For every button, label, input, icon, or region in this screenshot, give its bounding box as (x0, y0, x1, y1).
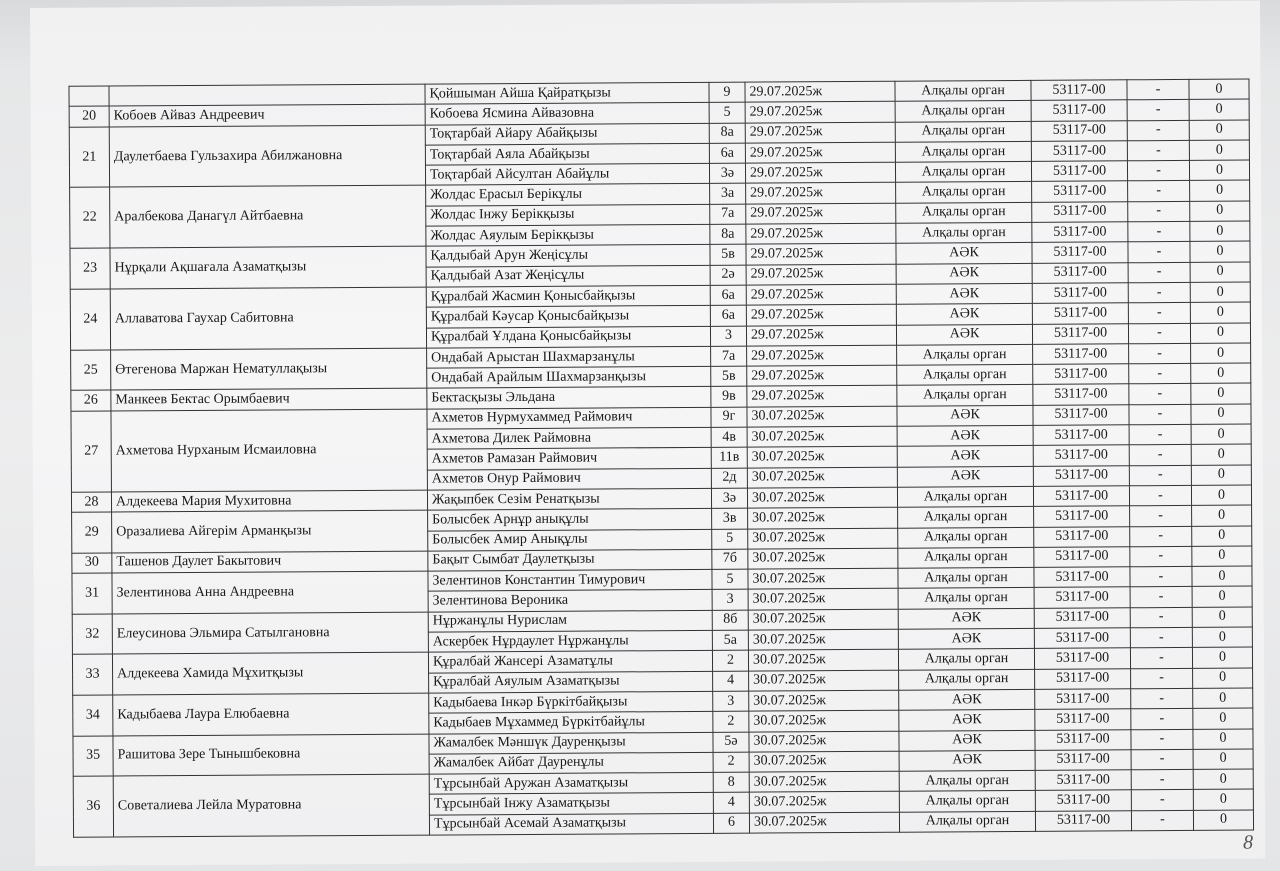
date-cell: 30.07.2025ж (748, 528, 898, 549)
organization-cell: Алқалы орган (899, 669, 1035, 690)
grade-cell: 2 (713, 752, 749, 773)
organization-cell: АӘК (897, 425, 1033, 446)
code-cell: 53117-00 (1034, 567, 1130, 588)
code-cell: 53117-00 (1033, 425, 1129, 446)
organization-cell: АӘК (899, 689, 1035, 710)
dash-cell: - (1130, 506, 1192, 527)
grade-cell: 3 (712, 590, 748, 611)
date-cell: 30.07.2025ж (747, 406, 897, 427)
code-cell: 53117-00 (1033, 384, 1129, 405)
code-cell: 53117-00 (1035, 709, 1131, 730)
dash-cell: - (1129, 424, 1191, 445)
date-cell: 29.07.2025ж (746, 325, 896, 346)
parent-name-cell: Алдекеева Мария Мухитовна (111, 490, 427, 512)
date-cell: 30.07.2025ж (748, 650, 898, 671)
date-cell: 29.07.2025ж (746, 203, 896, 224)
child-name-cell: Тұрсынбай Аружан Азаматқызы (429, 772, 713, 794)
code-cell: 53117-00 (1032, 323, 1128, 344)
grade-cell: 5 (712, 529, 748, 550)
grade-cell: 3а (710, 184, 746, 205)
grade-cell: 11в (711, 447, 747, 468)
value-cell: 0 (1190, 262, 1250, 283)
grade-cell: 2д (711, 468, 747, 489)
organization-cell: Алқалы орган (898, 649, 1034, 670)
date-cell: 30.07.2025ж (749, 792, 899, 813)
parent-name-cell: Аллаватова Гаухар Сабитовна (110, 287, 426, 350)
organization-cell: Алқалы орган (895, 101, 1031, 122)
dash-cell: - (1127, 140, 1189, 161)
dash-cell: - (1131, 729, 1193, 750)
dash-cell: - (1127, 161, 1189, 182)
page-number: 8 (1243, 831, 1254, 854)
dash-cell: - (1131, 790, 1193, 811)
child-name-cell: Кобоева Ясмина Айвазовна (425, 103, 709, 125)
row-number-cell: 23 (70, 248, 110, 289)
organization-cell: Алқалы орган (895, 121, 1031, 142)
dash-cell: - (1127, 120, 1189, 141)
dash-cell: - (1127, 79, 1189, 100)
row-number-cell: 27 (71, 411, 111, 492)
organization-cell: АӘК (899, 750, 1035, 771)
date-cell: 30.07.2025ж (747, 426, 897, 447)
organization-cell: Алқалы орган (896, 202, 1032, 223)
code-cell: 53117-00 (1034, 547, 1130, 568)
date-cell: 30.07.2025ж (749, 670, 899, 691)
dash-cell: - (1130, 648, 1192, 669)
date-cell: 30.07.2025ж (749, 771, 899, 792)
date-cell: 30.07.2025ж (749, 731, 899, 752)
dash-cell: - (1128, 181, 1190, 202)
child-name-cell: Жамалбек Мәншүк Дауренқызы (429, 732, 713, 754)
parent-name-cell: Советалиева Лейла Муратовна (113, 774, 429, 837)
parent-name-cell: Елеусинова Эльмира Сатылгановна (112, 612, 428, 655)
date-cell: 29.07.2025ж (747, 365, 897, 386)
value-cell: 0 (1191, 465, 1251, 486)
code-cell: 53117-00 (1035, 770, 1131, 791)
row-number-cell (69, 86, 109, 107)
child-name-cell: Тоқтарбай Айару Абайқызы (425, 123, 709, 145)
dash-cell: - (1128, 323, 1190, 344)
value-cell: 0 (1193, 749, 1253, 770)
child-name-cell: Жолдас Інжу Берікқызы (426, 204, 710, 226)
grade-cell: 2 (712, 650, 748, 671)
code-cell: 53117-00 (1032, 181, 1128, 202)
organization-cell: АӘК (897, 446, 1033, 467)
value-cell: 0 (1191, 404, 1251, 425)
code-cell: 53117-00 (1035, 790, 1131, 811)
dash-cell: - (1127, 100, 1189, 121)
parent-name-cell: Кадыбаева Лаура Елюбаевна (113, 693, 429, 736)
parent-name-cell: Ахметова Нурханым Исмаиловна (111, 409, 427, 492)
row-number-cell: 33 (72, 654, 112, 695)
child-name-cell: Тұрсынбай Інжу Азаматқызы (429, 793, 713, 815)
dash-cell: - (1129, 384, 1191, 405)
dash-cell: - (1128, 303, 1190, 324)
row-number-cell: 34 (73, 695, 113, 736)
code-cell: 53117-00 (1034, 628, 1130, 649)
code-cell: 53117-00 (1033, 465, 1129, 486)
date-cell: 30.07.2025ж (747, 487, 897, 508)
grade-cell: 8 (713, 772, 749, 793)
registry-table (68, 79, 1254, 838)
parent-name-cell: Манкеев Бектас Орымбаевич (111, 389, 427, 411)
grade-cell: 6а (709, 143, 745, 164)
value-cell: 0 (1193, 668, 1253, 689)
grade-cell: 3 (713, 691, 749, 712)
organization-cell: Алқалы орган (898, 588, 1034, 609)
date-cell: 29.07.2025ж (746, 223, 896, 244)
value-cell: 0 (1192, 607, 1252, 628)
date-cell: 30.07.2025ж (749, 751, 899, 772)
code-cell: 53117-00 (1035, 750, 1131, 771)
child-name-cell: Зелентинов Константин Тимурович (428, 569, 712, 591)
value-cell: 0 (1193, 769, 1253, 790)
dash-cell: - (1131, 688, 1193, 709)
date-cell: 30.07.2025ж (748, 629, 898, 650)
parent-name-cell: Оразалиева Айгерім Арманқызы (112, 510, 428, 553)
child-name-cell: Ахметов Онур Раймович (427, 468, 711, 490)
row-number-cell: 21 (69, 127, 109, 188)
row-number-cell: 22 (70, 188, 110, 249)
parent-name-cell: Өтегенова Маржан Нематуллақызы (111, 348, 427, 391)
organization-cell: Алқалы орган (898, 547, 1034, 568)
grade-cell: 5а (712, 630, 748, 651)
dash-cell: - (1129, 445, 1191, 466)
value-cell: 0 (1190, 323, 1250, 344)
child-name-cell: Жолдас Ерасыл Берікұлы (426, 184, 710, 206)
date-cell: 29.07.2025ж (747, 386, 897, 407)
code-cell: 53117-00 (1033, 344, 1129, 365)
grade-cell: 2 (713, 711, 749, 732)
value-cell: 0 (1189, 99, 1249, 120)
document-page (30, 0, 1265, 865)
value-cell: 0 (1192, 627, 1252, 648)
value-cell: 0 (1192, 647, 1252, 668)
organization-cell: АӘК (899, 710, 1035, 731)
value-cell: 0 (1189, 120, 1249, 141)
child-name-cell: Қойшыман Айша Қайратқызы (425, 82, 709, 104)
code-cell: 53117-00 (1032, 242, 1128, 263)
value-cell: 0 (1191, 424, 1251, 445)
row-number-cell: 20 (69, 106, 109, 127)
value-cell: 0 (1191, 485, 1251, 506)
dash-cell: - (1131, 668, 1193, 689)
dash-cell: - (1130, 526, 1192, 547)
date-cell: 29.07.2025ж (745, 81, 895, 102)
dash-cell: - (1129, 364, 1191, 385)
dash-cell: - (1130, 627, 1192, 648)
child-name-cell: Ондабай Арайлым Шахмарзанқызы (427, 367, 711, 389)
child-name-cell: Кадыбаев Мұхаммед Бүркітбайұлы (429, 712, 713, 734)
date-cell: 29.07.2025ж (746, 264, 896, 285)
child-name-cell: Кадыбаева Інкәр Бүркітбайқызы (429, 691, 713, 713)
registry-table-body (69, 79, 1254, 837)
dash-cell: - (1131, 709, 1193, 730)
child-name-cell: Тұрсынбай Асемай Азаматқызы (429, 813, 713, 835)
child-name-cell: Жамалбек Айбат Дауренұлы (429, 752, 713, 774)
value-cell: 0 (1189, 160, 1249, 181)
grade-cell: 5в (710, 245, 746, 266)
value-cell: 0 (1192, 546, 1252, 567)
value-cell: 0 (1193, 688, 1253, 709)
dash-cell: - (1131, 770, 1193, 791)
organization-cell: Алқалы орган (895, 80, 1031, 101)
organization-cell: Алқалы орган (897, 486, 1033, 507)
parent-name-cell: Нұрқали Ақшағала Азаматқызы (110, 246, 426, 289)
code-cell: 53117-00 (1034, 506, 1130, 527)
date-cell: 30.07.2025ж (748, 568, 898, 589)
code-cell: 53117-00 (1032, 283, 1128, 304)
dash-cell: - (1129, 485, 1191, 506)
code-cell: 53117-00 (1032, 202, 1128, 223)
grade-cell: 5 (712, 569, 748, 590)
date-cell: 29.07.2025ж (745, 142, 895, 163)
date-cell: 30.07.2025ж (747, 467, 897, 488)
grade-cell: 6а (710, 305, 746, 326)
grade-cell: 2ә (710, 265, 746, 286)
dash-cell: - (1128, 262, 1190, 283)
row-number-cell: 36 (73, 776, 113, 837)
value-cell: 0 (1191, 363, 1251, 384)
grade-cell: 7а (711, 346, 747, 367)
code-cell: 53117-00 (1034, 587, 1130, 608)
child-name-cell: Құралбай Кәусар Қонысбайқызы (426, 306, 710, 328)
value-cell: 0 (1191, 384, 1251, 405)
code-cell: 53117-00 (1035, 729, 1131, 750)
grade-cell: 3ә (711, 488, 747, 509)
code-cell: 53117-00 (1034, 608, 1130, 629)
dash-cell: - (1130, 546, 1192, 567)
date-cell: 29.07.2025ж (746, 284, 896, 305)
dash-cell: - (1128, 201, 1190, 222)
date-cell: 30.07.2025ж (748, 507, 898, 528)
organization-cell: АӘК (896, 304, 1032, 325)
value-cell: 0 (1192, 566, 1252, 587)
value-cell: 0 (1191, 444, 1251, 465)
code-cell: 53117-00 (1033, 445, 1129, 466)
row-number-cell: 25 (71, 350, 111, 391)
grade-cell: 4 (713, 793, 749, 814)
row-number-cell: 35 (73, 736, 113, 777)
row-number-cell: 32 (72, 614, 112, 655)
child-name-cell: Ахметова Дилек Раймовна (427, 427, 711, 449)
child-name-cell: Нұржанұлы Нурислам (428, 610, 712, 632)
value-cell: 0 (1193, 810, 1253, 831)
dash-cell: - (1130, 567, 1192, 588)
code-cell: 53117-00 (1033, 486, 1129, 507)
value-cell: 0 (1189, 79, 1249, 100)
child-name-cell: Қалдыбай Арун Жеңісұлы (426, 245, 710, 267)
organization-cell: Алқалы орган (899, 770, 1035, 791)
value-cell: 0 (1193, 789, 1253, 810)
grade-cell: 3 (710, 326, 746, 347)
grade-cell: 7а (710, 204, 746, 225)
row-number-cell: 31 (72, 573, 112, 614)
organization-cell: АӘК (897, 466, 1033, 487)
row-number-cell: 30 (72, 553, 112, 574)
code-cell: 53117-00 (1034, 648, 1130, 669)
grade-cell: 4в (711, 427, 747, 448)
code-cell: 53117-00 (1034, 526, 1130, 547)
child-name-cell: Құралбай Жасмин Қонысбайқызы (426, 285, 710, 307)
date-cell: 29.07.2025ж (745, 162, 895, 183)
value-cell: 0 (1190, 221, 1250, 242)
date-cell: 30.07.2025ж (747, 447, 897, 468)
grade-cell: 3в (712, 508, 748, 529)
organization-cell: Алқалы орган (896, 222, 1032, 243)
code-cell: 53117-00 (1031, 161, 1127, 182)
child-name-cell: Тоқтарбай Аяла Абайқызы (425, 143, 709, 165)
grade-cell: 9г (711, 407, 747, 428)
organization-cell: АӘК (896, 283, 1032, 304)
child-name-cell: Жолдас Аяулым Берікқызы (426, 224, 710, 246)
child-name-cell: Қалдыбай Азат Жеңісұлы (426, 265, 710, 287)
child-name-cell: Құралбай Аяулым Азаматқызы (429, 671, 713, 693)
grade-cell: 9 (709, 82, 745, 103)
child-name-cell: Құралбай Ұлдана Қонысбайқызы (426, 326, 710, 348)
child-name-cell: Болысбек Амир Анықұлы (428, 529, 712, 551)
value-cell: 0 (1193, 729, 1253, 750)
organization-cell: Алқалы орган (898, 568, 1034, 589)
organization-cell: Алқалы орган (895, 162, 1031, 183)
organization-cell: Алқалы орган (896, 182, 1032, 203)
dash-cell: - (1130, 587, 1192, 608)
value-cell: 0 (1190, 201, 1250, 222)
date-cell: 30.07.2025ж (748, 548, 898, 569)
grade-cell: 6 (713, 813, 749, 834)
date-cell: 29.07.2025ж (745, 102, 895, 123)
organization-cell: АӘК (898, 628, 1034, 649)
code-cell: 53117-00 (1033, 364, 1129, 385)
parent-name-cell: Кобоев Айваз Андреевич (109, 104, 425, 126)
dash-cell: - (1128, 242, 1190, 263)
date-cell: 29.07.2025ж (746, 244, 896, 265)
value-cell: 0 (1190, 181, 1250, 202)
date-cell: 30.07.2025ж (748, 589, 898, 610)
parent-name-cell (109, 84, 425, 106)
dash-cell: - (1128, 282, 1190, 303)
code-cell: 53117-00 (1032, 222, 1128, 243)
grade-cell: 9в (711, 387, 747, 408)
child-name-cell: Аскербек Нұрдаулет Нұржанұлы (428, 630, 712, 652)
value-cell: 0 (1192, 526, 1252, 547)
grade-cell: 8а (710, 224, 746, 245)
child-name-cell: Құралбай Жансері Азаматұлы (428, 651, 712, 673)
value-cell: 0 (1189, 140, 1249, 161)
organization-cell: АӘК (897, 405, 1033, 426)
child-name-cell: Ондабай Арыстан Шахмарзанұлы (427, 346, 711, 368)
code-cell: 53117-00 (1031, 120, 1127, 141)
code-cell: 53117-00 (1032, 303, 1128, 324)
value-cell: 0 (1190, 282, 1250, 303)
value-cell: 0 (1191, 343, 1251, 364)
organization-cell: Алқалы орган (899, 811, 1035, 832)
value-cell: 0 (1190, 302, 1250, 323)
parent-name-cell: Даулетбаева Гульзахира Абилжановна (109, 125, 425, 188)
value-cell: 0 (1193, 708, 1253, 729)
grade-cell: 4 (713, 671, 749, 692)
row-number-cell: 29 (72, 512, 112, 553)
value-cell: 0 (1192, 586, 1252, 607)
code-cell: 53117-00 (1033, 405, 1129, 426)
row-number-cell: 26 (71, 390, 111, 411)
child-name-cell: Болысбек Арнұр анықұлы (428, 509, 712, 531)
child-name-cell: Ахметов Нурмухаммед Раймович (427, 407, 711, 429)
parent-name-cell: Аралбекова Данагүл Айтбаевна (110, 186, 426, 249)
code-cell: 53117-00 (1031, 80, 1127, 101)
organization-cell: Алқалы орган (897, 385, 1033, 406)
value-cell: 0 (1190, 241, 1250, 262)
organization-cell: Алқалы орган (897, 365, 1033, 386)
code-cell: 53117-00 (1031, 141, 1127, 162)
grade-cell: 8б (712, 610, 748, 631)
dash-cell: - (1131, 810, 1193, 831)
organization-cell: Алқалы орган (898, 527, 1034, 548)
date-cell: 30.07.2025ж (749, 690, 899, 711)
child-name-cell: Ахметов Рамазан Раймович (427, 448, 711, 470)
child-name-cell: Бектасқызы Эльдана (427, 387, 711, 409)
date-cell: 30.07.2025ж (748, 609, 898, 630)
date-cell: 29.07.2025ж (747, 345, 897, 366)
parent-name-cell: Алдекеева Хамида Мұхитқызы (112, 652, 428, 695)
value-cell: 0 (1192, 505, 1252, 526)
parent-name-cell: Зелентинова Анна Андреевна (112, 571, 428, 614)
grade-cell: 6а (710, 285, 746, 306)
child-name-cell: Бақыт Сымбат Даулетқызы (428, 549, 712, 571)
child-name-cell: Зелентинова Вероника (428, 590, 712, 612)
child-name-cell: Тоқтарбай Айсултан Абайұлы (425, 164, 709, 186)
organization-cell: АӘК (898, 608, 1034, 629)
grade-cell: 5в (711, 366, 747, 387)
grade-cell: 7б (712, 549, 748, 570)
organization-cell: Алқалы орган (895, 141, 1031, 162)
date-cell: 30.07.2025ж (749, 710, 899, 731)
code-cell: 53117-00 (1035, 810, 1131, 831)
organization-cell: АӘК (896, 243, 1032, 264)
dash-cell: - (1129, 343, 1191, 364)
date-cell: 29.07.2025ж (746, 304, 896, 325)
child-name-cell: Жақыпбек Сезім Ренатқызы (427, 488, 711, 510)
parent-name-cell: Ташенов Даулет Бакытович (112, 551, 428, 573)
organization-cell: Алқалы орган (899, 791, 1035, 812)
date-cell: 30.07.2025ж (749, 812, 899, 833)
dash-cell: - (1131, 749, 1193, 770)
dash-cell: - (1130, 607, 1192, 628)
dash-cell: - (1129, 404, 1191, 425)
organization-cell: АӘК (896, 324, 1032, 345)
row-number-cell: 24 (70, 289, 110, 350)
grade-cell: 3ә (709, 163, 745, 184)
dash-cell: - (1129, 465, 1191, 486)
code-cell: 53117-00 (1032, 262, 1128, 283)
organization-cell: Алқалы орган (897, 344, 1033, 365)
row-number-cell: 28 (71, 492, 111, 513)
parent-name-cell: Рашитова Зере Тынышбековна (113, 734, 429, 777)
grade-cell: 8а (709, 123, 745, 144)
organization-cell: АӘК (896, 263, 1032, 284)
grade-cell: 5 (709, 102, 745, 123)
code-cell: 53117-00 (1035, 668, 1131, 689)
date-cell: 29.07.2025ж (746, 183, 896, 204)
organization-cell: АӘК (899, 730, 1035, 751)
code-cell: 53117-00 (1031, 100, 1127, 121)
organization-cell: Алқалы орган (898, 507, 1034, 528)
dash-cell: - (1128, 221, 1190, 242)
code-cell: 53117-00 (1035, 689, 1131, 710)
grade-cell: 5ә (713, 732, 749, 753)
date-cell: 29.07.2025ж (745, 122, 895, 143)
